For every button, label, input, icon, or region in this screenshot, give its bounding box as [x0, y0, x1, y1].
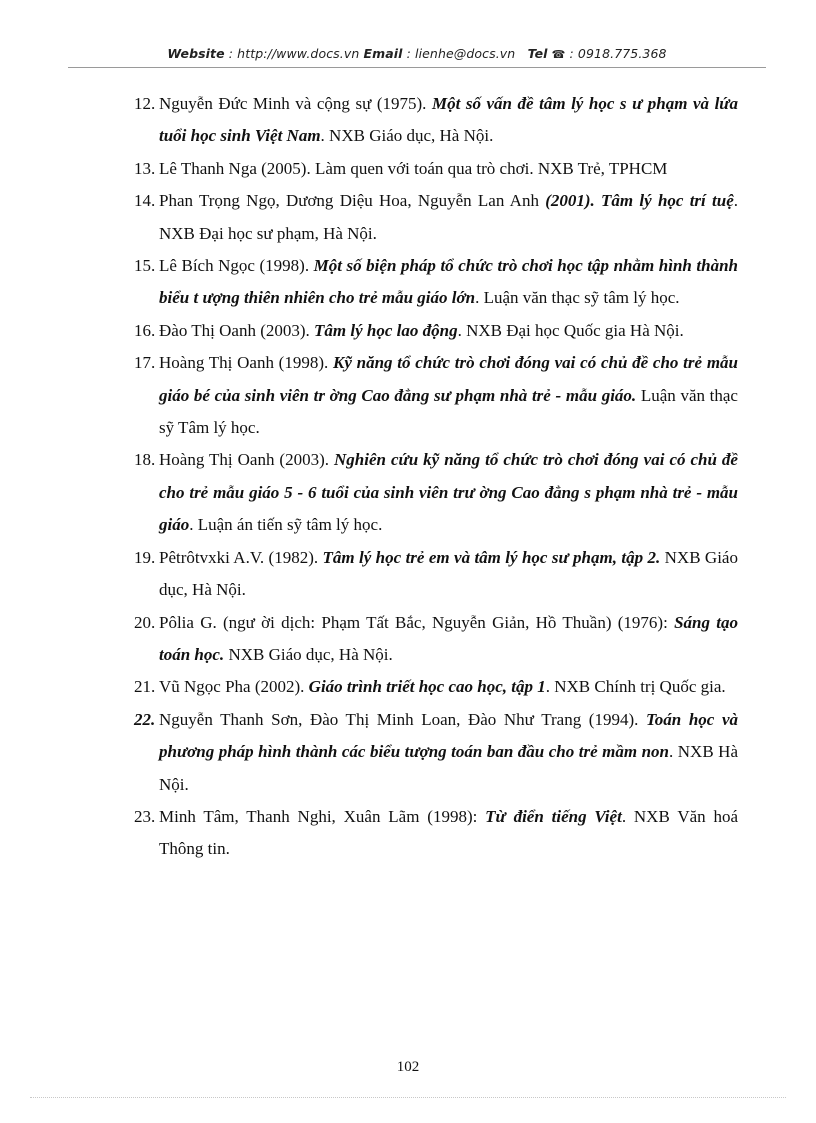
- reference-authors: Nguyễn Đức Minh và cộng sự (1975).: [159, 94, 432, 113]
- reference-item: [134, 185, 738, 250]
- reference-publisher: . Luận án tiến sỹ tâm lý học.: [189, 515, 383, 535]
- header-divider: [68, 67, 766, 68]
- tel-label: Tel: [527, 46, 548, 61]
- reference-number: 20.: [134, 612, 156, 632]
- reference-title: Toán học và phương pháp hình thành các biểu tượng toán ban đầu cho trẻ mầm non: [159, 709, 738, 762]
- reference-title: Tâm lý học trẻ em và tâm lý học sư phạm, tập 2.: [322, 547, 661, 567]
- footer-divider: [30, 1097, 786, 1098]
- reference-publisher: . NXB Hà Nội.: [159, 742, 738, 794]
- reference-number: 17.: [134, 353, 156, 373]
- reference-publisher: . NXB Giáo dục, Hà Nội.: [320, 126, 494, 146]
- reference-number: 12.: [134, 94, 156, 113]
- reference-authors: Vũ Ngọc Pha (2002).: [159, 677, 309, 697]
- reference-item: [134, 88, 738, 153]
- reference-list: [134, 88, 738, 866]
- reference-publisher: NXB Giáo dục, Hà Nội.: [224, 644, 393, 664]
- reference-title: Một số biện pháp tổ chức trò chơi học tập nhằm hình thành biểu t ượng thiên nhiên cho trẻ mẫu giáo lớn: [159, 256, 738, 308]
- page-header: Website : http://www.docs.vn Email : lienhe@docs.vn Tel ☎ : 0918.775.368: [167, 46, 667, 61]
- reference-title: Một số vấn đề tâm lý học s ư phạm và lứa tuổi học sinh Việt Nam: [159, 94, 738, 146]
- reference-authors: Hoàng Thị Oanh (2003).: [159, 450, 335, 470]
- reference-title: Nghiên cứu kỹ năng tổ chức trò chơi đóng vai có chủ đề cho trẻ mẫu giáo 5 - 6 tuổi của sinh viên trư ờng Cao đẳng s phạm nhà trẻ - mẫu giáo: [159, 450, 738, 535]
- reference-publisher: . NXB Văn hoá Thông tin.: [159, 806, 739, 859]
- reference-number: 13.: [134, 158, 156, 178]
- reference-item: [134, 444, 738, 541]
- email-label: Email: [363, 46, 403, 61]
- reference-authors: Hoàng Thị Oanh (1998).: [159, 353, 334, 373]
- reference-authors: Nguyễn Thanh Sơn, Đào Thị Minh Loan, Đào Như Trang (1994).: [159, 709, 646, 729]
- reference-authors: Lê Bích Ngọc (1998).: [159, 256, 314, 276]
- reference-number: 23.: [134, 806, 156, 826]
- reference-item: [134, 607, 738, 672]
- reference-publisher: . NXB Đại học sư phạm, Hà Nội.: [159, 191, 739, 243]
- reference-authors: Phan Trọng Ngọ, Dương Diệu Hoa, Nguyễn Lan Anh: [159, 191, 546, 211]
- reference-publisher: . NXB Đại học Quốc gia Hà Nội.: [457, 320, 684, 340]
- reference-item: [134, 153, 738, 185]
- reference-number: 22.: [134, 709, 156, 729]
- reference-title: Giáo trình triết học cao học, tập 1: [308, 677, 546, 697]
- email-address[interactable]: lienhe@docs.vn: [415, 46, 516, 61]
- phone-icon: ☎: [551, 48, 566, 61]
- reference-title: (2001). Tâm lý học trí tuệ: [545, 191, 734, 211]
- reference-authors: Minh Tâm, Thanh Nghi, Xuân Lãm (1998):: [159, 806, 486, 826]
- reference-number: 15.: [134, 256, 156, 276]
- reference-title: Kỹ năng tổ chức trò chơi đóng vai có chủ đề cho trẻ mẫu giáo bé của sinh viên tr ờng Cao đẳng sư phạm nhà trẻ - mẫu giáo.: [159, 353, 738, 405]
- reference-authors: Đào Thị Oanh (2003).: [159, 320, 315, 340]
- website-url[interactable]: http://www.docs.vn: [237, 46, 360, 61]
- reference-number: 16.: [134, 320, 156, 340]
- reference-authors: Lê Thanh Nga (2005). Làm quen với toán qua trò chơi. NXB Trẻ, TPHCM: [159, 158, 668, 178]
- reference-authors: Pêtrôtvxki A.V. (1982).: [159, 547, 323, 567]
- reference-authors: Pôlia G. (ngư ời dịch: Phạm Tất Bắc, Nguyễn Giản, Hồ Thuần) (1976):: [159, 612, 675, 632]
- reference-number: 21.: [134, 677, 156, 697]
- reference-item: [134, 347, 738, 444]
- reference-publisher: Luận văn thạc sỹ Tâm lý học.: [159, 385, 738, 438]
- page-number: 102: [396, 1059, 420, 1075]
- reference-publisher: NXB Giáo dục, Hà Nội.: [159, 547, 738, 600]
- reference-item: [134, 315, 738, 347]
- reference-number: 18.: [134, 450, 156, 470]
- reference-item: [134, 671, 738, 703]
- reference-item: [134, 801, 738, 866]
- reference-title: Tâm lý học lao động: [314, 320, 458, 340]
- reference-number: 14.: [134, 191, 156, 211]
- reference-item: [134, 704, 738, 801]
- phone-number: : 0918.775.368: [565, 46, 667, 61]
- reference-title: Từ điển tiếng Việt: [485, 806, 622, 826]
- reference-number: 19.: [134, 547, 156, 567]
- reference-item: [134, 542, 738, 607]
- reference-publisher: . NXB Chính trị Quốc gia.: [545, 677, 726, 697]
- reference-publisher: . Luận văn thạc sỹ tâm lý học.: [475, 288, 680, 308]
- website-label: Website: [167, 46, 225, 61]
- reference-title: Sáng tạo toán học.: [159, 612, 738, 664]
- reference-item: [134, 250, 738, 315]
